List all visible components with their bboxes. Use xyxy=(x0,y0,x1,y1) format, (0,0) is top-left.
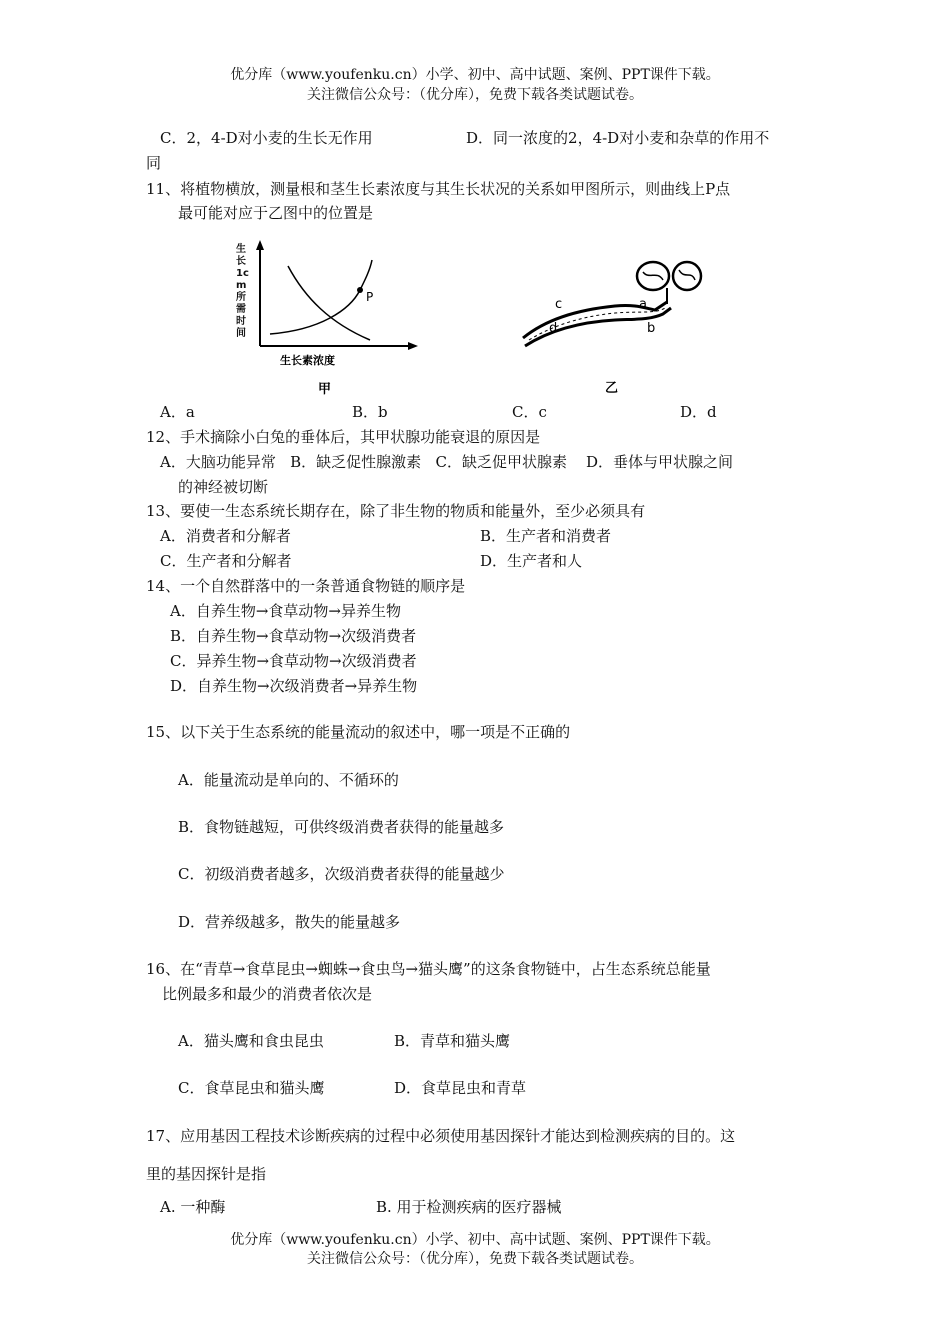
jia-x-axis-label: 生长素浓度 xyxy=(280,354,335,367)
footer-line-2: 关注微信公众号：（优分库），免费下载各类试题试卷。 xyxy=(307,1251,643,1267)
q10-option-c: C．2，4-D对小麦的生长无作用 xyxy=(160,129,373,147)
q17-stem-line-2: 里的基因探针是指 xyxy=(146,1165,267,1183)
jia-x-arrow xyxy=(408,342,418,350)
jia-increasing-curve xyxy=(270,260,372,334)
q12-options: A．大脑功能异常 B．缺乏促性腺激素 C．缺乏促甲状腺素 D．垂体与甲状腺之间 xyxy=(160,453,734,471)
footer-line-1: 优分库（www.youfenku.cn）小学、初中、高中试题、案例、PPT课件下载。 xyxy=(230,1232,720,1248)
figure-yi-seedling xyxy=(515,250,715,400)
q13-option-a: A．消费者和分解者 xyxy=(160,527,291,545)
q16-option-c: C．食草昆虫和猫头鹰 xyxy=(178,1079,325,1097)
q11-stem-line-1: 11、将植物横放，测量根和茎生长素浓度与其生长状况的关系如甲图所示，则曲线上P点 xyxy=(146,180,731,198)
yi-label-d: d xyxy=(549,321,558,336)
yi-label-a: a xyxy=(639,297,647,312)
q17-option-a: A. 一种酶 xyxy=(160,1198,226,1216)
q13-option-c: C．生产者和分解者 xyxy=(160,552,292,570)
q12-options-continued: 的神经被切断 xyxy=(178,478,269,496)
q11-option-b: B．b xyxy=(352,403,388,421)
yi-caption: 乙 xyxy=(605,381,619,396)
jia-y-arrow xyxy=(256,240,264,250)
q12-stem: 12、手术摘除小白兔的垂体后，其甲状腺功能衰退的原因是 xyxy=(146,428,541,446)
jia-point-label: P xyxy=(366,290,374,304)
q11-option-a: A．a xyxy=(160,403,195,421)
q13-option-d: D．生产者和人 xyxy=(480,552,583,570)
q13-stem: 13、要使一生态系统长期存在，除了非生物的物质和能量外，至少必须具有 xyxy=(146,502,646,520)
q17-option-b: B. 用于检测疾病的医疗器械 xyxy=(376,1198,562,1216)
yi-leaf-right xyxy=(673,262,701,290)
q15-option-b: B．食物链越短，可供终级消费者获得的能量越多 xyxy=(178,818,505,836)
yi-label-c: c xyxy=(555,297,563,312)
q10-option-d: D．同一浓度的2，4-D对小麦和杂草的作用不 xyxy=(466,129,770,147)
q11-option-d: D．d xyxy=(680,403,717,421)
q16-stem-line-1: 16、在“青草→食草昆虫→蜘蛛→食虫鸟→猫头鹰”的这条食物链中，占生态系统总能量 xyxy=(146,960,711,978)
q16-option-b: B．青草和猫头鹰 xyxy=(394,1032,511,1050)
q16-stem-line-2: 比例最多和最少的消费者依次是 xyxy=(162,985,373,1003)
q14-stem: 14、一个自然群落中的一条普通食物链的顺序是 xyxy=(146,577,466,595)
q16-option-a: A．猫头鹰和食虫昆虫 xyxy=(178,1032,324,1050)
q10-option-d-continued: 同 xyxy=(146,154,162,172)
header-line-2: 关注微信公众号：（优分库），免费下载各类试题试卷。 xyxy=(307,87,643,103)
jia-y-axis-label: 生长1cm所需时间 xyxy=(236,244,249,339)
jia-caption: 甲 xyxy=(318,382,332,397)
q14-option-c: C．异养生物→食草动物→次级消费者 xyxy=(170,652,417,670)
yi-label-b: b xyxy=(647,321,656,336)
q15-option-c: C．初级消费者越多，次级消费者获得的能量越少 xyxy=(178,865,505,883)
q11-stem-line-2: 最可能对应于乙图中的位置是 xyxy=(178,204,374,222)
q14-option-d: D．自养生物→次级消费者→异养生物 xyxy=(170,677,418,695)
q14-option-b: B．自养生物→食草动物→次级消费者 xyxy=(170,627,417,645)
q15-option-a: A．能量流动是单向的、不循环的 xyxy=(178,771,399,789)
q15-option-d: D．营养级越多，散失的能量越多 xyxy=(178,913,401,931)
q15-stem: 15、以下关于生态系统的能量流动的叙述中，哪一项是不正确的 xyxy=(146,723,571,741)
jia-point-p xyxy=(357,287,363,293)
header-line-1: 优分库（www.youfenku.cn）小学、初中、高中试题、案例、PPT课件下载。 xyxy=(230,67,720,83)
q17-stem-line-1: 17、应用基因工程技术诊断疾病的过程中必须使用基因探针才能达到检测疾病的目的。这 xyxy=(146,1127,736,1145)
q16-option-d: D．食草昆虫和青草 xyxy=(394,1079,527,1097)
figure-jia-graph xyxy=(230,238,430,403)
q11-option-c: C．c xyxy=(512,403,547,421)
q13-option-b: B．生产者和消费者 xyxy=(480,527,612,545)
q14-option-a: A．自养生物→食草动物→异养生物 xyxy=(170,602,401,620)
